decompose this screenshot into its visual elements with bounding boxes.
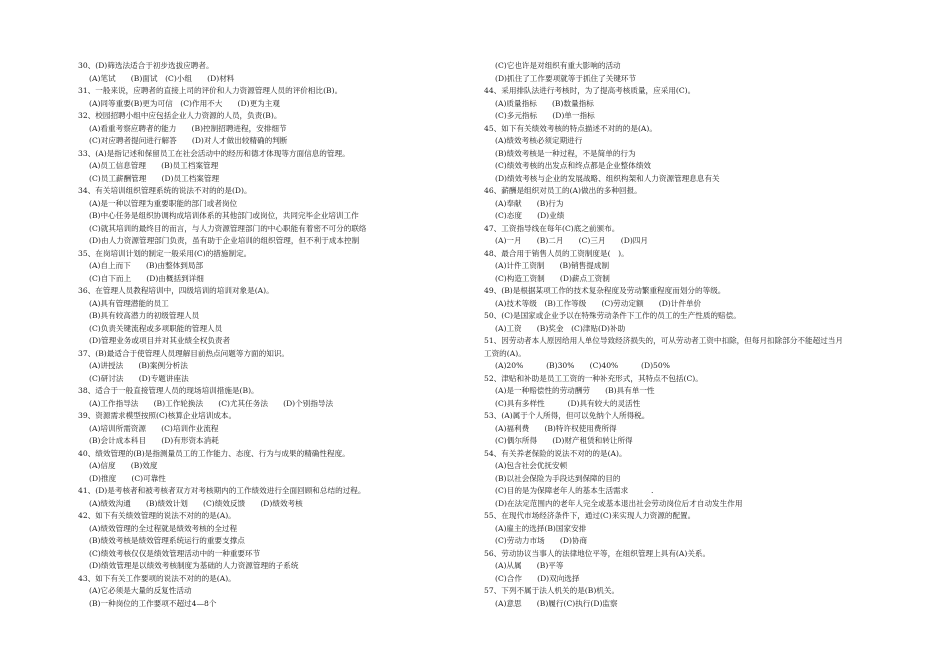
right-question-line: 56、劳动协议当事人的法律地位平等，在组织管理上具有(A)关系。	[484, 548, 711, 558]
right-question-line: 51、因劳动者本人原因给用人单位导致经济损失的，可从劳动者工资中扣除，但每月扣除部分不能超过当月	[484, 336, 843, 345]
right-option-line: (A)20% (B)30% (C)40% (D)50%	[495, 361, 670, 370]
right-option-line: (A)技术等级 (B)工作等级 (C)劳动定额 (D)计件单价	[495, 298, 702, 308]
right-option-line: (A)是一种赔偿性的劳动酬劳 (B)具有单一性	[495, 386, 655, 395]
left-option-line: (A)同等重要(B)更为可信 (C)作用不大 (D)更为主观	[89, 98, 280, 108]
right-question-line: 47、工资指导线在每年(C)底之前颁布。	[484, 223, 620, 233]
left-question-line: 35、在岗培训计划的制定一般采用(C)的措施制定。	[78, 248, 252, 258]
left-option-line: (B)具有较高潜力的初级管理人员	[89, 311, 200, 320]
right-option-line: (C)多元指标 (D)单一指标	[495, 111, 595, 120]
left-question-line: 41、(D)是考核者和被考核者双方对考核期内的工作绩效进行全面回顾和总结的过程。	[78, 486, 366, 495]
left-question-line: 42、如下有关绩效管理的说法不对的的是(A)。	[78, 511, 236, 520]
left-question-line: 43、如下有关工作要项的说法不对的的是(A)。	[78, 573, 236, 583]
left-option-line: (A)培训所需资源 (C)培训作业流程	[89, 423, 219, 433]
right-option-line: (B)绩效考核是一种过程，不是简单的行为	[495, 148, 636, 158]
left-option-line: (C)员工薪酬管理 (D)员工档案管理	[89, 173, 220, 183]
left-option-line: (B)会计成本科目 (D)有形资本消耗	[89, 436, 219, 445]
left-option-line: (A)绩效沟通 (B)绩效计划 (C)绩效反馈 (D)绩效考核	[89, 498, 303, 508]
right-question-line: 49、(B)是根据某项工作的技术复杂程度及劳动繁重程度而划分的等级。	[484, 286, 726, 295]
left-question-line: 40、绩效管理的(B)是指测量员工的工作能力、态度、行为与成果的精确性程度。	[78, 448, 350, 458]
right-option-line: (C)具有多样性 (D)具有较大的灵活性	[495, 398, 641, 408]
left-option-line: (C)对应聘者提问进行解答 (D)对人才做出较精确的判断	[89, 136, 288, 145]
right-option-line: (C)构造工资制 (D)薪点工资制	[495, 273, 610, 283]
right-option-line: (A)一月 (B)二月 (C)三月 (D)四月	[495, 236, 648, 245]
right-option-line: (A)包含社会优抚安顿	[495, 461, 568, 470]
right-question-line: 50、(C)是国家或企业予以在特殊劳动条件下工作的员工的生产性质的赔偿。	[484, 311, 741, 320]
right-question-line: 55、在现代市场经济条件下，通过(C)来实现人力资源的配置。	[484, 511, 696, 520]
right-option-line: (C)目的是为保障老年人的基本生活需求 .	[495, 486, 654, 495]
right-question-line: 46、薪酬是组织对员工的(A)做出的多种回报。	[484, 186, 642, 195]
right-question-line: 工资的(A)。	[484, 348, 526, 358]
left-option-line: (A)员工信息管理 (B)员工档案管理	[89, 161, 219, 170]
left-option-line: (A)工作指导法 (B)工作轮换法 (C)尤其任务法 (D)个别指导法	[89, 398, 334, 408]
left-option-line: (C)研讨法 (D)专题讲座法	[89, 373, 189, 383]
right-question-line: 48、最合用于销售人员的工资制度是( )。	[484, 248, 629, 258]
right-option-line: (C)合作 (D)双向选择	[495, 573, 580, 583]
right-question-line: 44、采用排队法进行考核时，为了提高考核质量，应采用(C)。	[484, 86, 696, 95]
right-option-line: (A)从属 (B)平等	[495, 561, 564, 570]
right-option-line: (C)劳动力市场 (D)协商	[495, 536, 588, 545]
left-option-line: (B)一种岗位的工作要项不超过4—8个	[89, 598, 217, 608]
left-question-line: 38、适合于一般直接管理人员的现场培训措施是(B)。	[78, 386, 259, 395]
right-column	[484, 60, 914, 610]
left-option-line: (A)绩效管理的全过程就是绩效考核的全过程	[89, 523, 238, 533]
left-option-line: (C)自下而上 (D)由概括到详细	[89, 273, 204, 283]
right-question-line: 52、津贴和补助是员工工资的一种补充形式，其特点不包括(C)。	[484, 373, 703, 383]
left-option-line: (C)就其培训的最终目的而言，与人力资源管理部门的中心职能有着密不可分的联络	[89, 223, 367, 233]
left-question-line: 36、在管理人员教程培训中，四级培训的培训对象是(A)。	[78, 286, 274, 295]
left-option-line: (A)讲授法 (B)案例分析法	[89, 361, 188, 370]
right-option-line: (A)计件工资制 (B)销售提成制	[495, 261, 610, 270]
left-option-line: (C)绩效考核仅仅是绩效管理活动中的一种重要环节	[89, 548, 261, 558]
left-column	[78, 60, 478, 610]
left-question-line: 30、(D)筛选法适合于初步选拔应聘者。	[78, 61, 214, 70]
left-option-line: (A)笔试 (B)面试 (C)小组 (D)材料	[89, 73, 235, 83]
right-option-line: (A)工资 (B)奖金 (C)津贴(D)补助	[495, 323, 626, 333]
right-option-line: (C)偶尔所得 (D)财产租赁和转让所得	[495, 436, 633, 445]
right-option-line: (C)它也许是对组织有重大影响的活动	[495, 61, 621, 70]
right-option-line: (C)绩效考核的出发点和终点都是企业整体绩效	[495, 161, 652, 170]
left-question-line: 34、有关培训组织管理系统的说法不对的的是(D)。	[78, 186, 252, 195]
right-option-line: (A)福利费 (B)特许权使用费所得	[495, 423, 617, 433]
left-option-line: (A)它必须是大量的反复性活动	[89, 586, 192, 595]
right-option-line: (A)绩效考核必须定期进行	[495, 136, 583, 145]
left-question-line: 37、(B)最适合于使管理人员理解目前热点问题等方面的知识。	[78, 348, 290, 358]
left-option-line: (D)绩效管理是以绩效考核制度为基础的人力资源管理的子系统	[89, 561, 299, 570]
right-option-line: (A)奉献 (B)行为	[495, 198, 564, 208]
left-question-line: 39、资源需求模型按照(C)核算企业培训成本。	[78, 411, 237, 420]
right-option-line: (A)质量指标 (B)数量指标	[495, 98, 594, 108]
right-option-line: (A)雇主的选择(B)国家安排	[495, 523, 587, 533]
right-option-line: (A)意思 (B)履行(C)执行(D)监察	[495, 598, 618, 608]
left-option-line: (A)是一种以管理为重要职能的部门或者岗位	[89, 198, 238, 208]
right-question-line: 53、(A)属于个人所得，但可以免纳个人所得税。	[484, 411, 650, 420]
right-question-line: 45、如下有关绩效考核的特点描述不对的的是(A)。	[484, 123, 657, 133]
left-question-line: 33、(A)是指记述和保留员工在社会活动中的经历和德才体现等方面信息的管理。	[78, 148, 350, 158]
right-option-line: (D)在法定范围内的老年人完全或基本退出社会劳动岗位后才自动发生作用	[495, 498, 743, 508]
right-option-line: (D)抓住了工作要项就等于抓住了关键环节	[495, 73, 637, 83]
right-question-line: 57、下列不属于法人机关的是(B)机关。	[484, 586, 620, 595]
left-option-line: (B)中心任务是组织协调构成培训体系的其他部门或岗位，共同完毕企业培训工作	[89, 211, 359, 220]
left-option-line: (A)信度 (B)效度	[89, 461, 158, 470]
left-option-line: (A)具有管理潜能的员工	[89, 298, 169, 308]
right-option-line: (D)绩效考核与企业的发展战略、组织构架和人力资源管理息息有关	[495, 173, 720, 183]
left-option-line: (D)推度 (C)可靠性	[89, 473, 166, 483]
right-option-line: (C)态度 (D)业绩	[495, 211, 565, 220]
left-option-line: (B)绩效考核是绩效管理系统运行的重要支撑点	[89, 536, 245, 545]
right-option-line: (B)以社会保险为手段达到保障的目的	[495, 473, 621, 483]
left-option-line: (A)看重考察应聘者的能力 (B)控制招聘进程，安排细节	[89, 123, 287, 133]
left-question-line: 31、一般来说，应聘者的直接上司的评价和人力资源管理人员的评价相比(B)。	[78, 86, 343, 95]
left-option-line: (C)负责关键流程或多项职能的管理人员	[89, 323, 223, 333]
right-question-line: 54、有关养老保险的说法不对的的是(A)。	[484, 448, 627, 458]
left-option-line: (D)由人力资源管理部门负责，虽有助于企业培训的组织管理，但不利于成本控制	[89, 236, 360, 245]
left-option-line: (A)自上而下 (B)由整体到局部	[89, 261, 204, 270]
left-option-line: (D)管理业务或项目并对其业绩全权负责者	[89, 336, 231, 345]
left-question-line: 32、校园招聘小组中应包括企业人力资源的人员，负责(B)。	[78, 111, 282, 120]
